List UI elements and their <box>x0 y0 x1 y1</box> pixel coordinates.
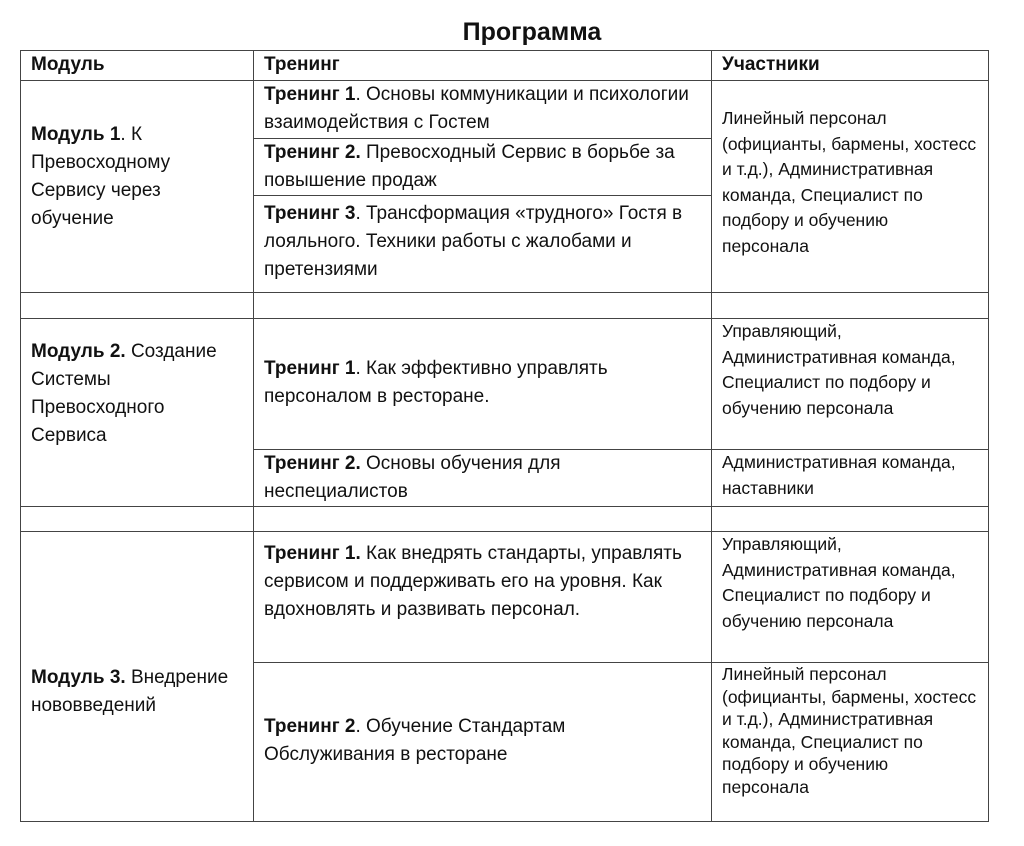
spacer-row <box>21 293 989 319</box>
training-text: Основы обучения для неспециалистов <box>264 453 561 502</box>
empty-cell <box>712 293 989 319</box>
module-3-title: Внедрение нововведений <box>31 666 229 716</box>
module-3-cell <box>21 532 254 822</box>
training-text: Как внедрять стандарты, управлять сервисом и поддерживать его на уровня. Как вдохновлять и развивать персонал. <box>264 543 682 620</box>
training-label: Тренинг 1. <box>264 543 361 564</box>
table-row <box>21 319 989 450</box>
module-1-title: . К Превосходному Сервису через обучение <box>31 123 171 229</box>
training-label: Тренинг 2. <box>264 142 361 163</box>
table-row <box>21 81 989 139</box>
participants-cell: Административная команда, наставники <box>712 450 989 507</box>
training-text: Превосходный Сервис в борьбе за повышение продаж <box>264 142 675 191</box>
training-text: . Трансформация «трудного» Гостя в лояльного. Техники работы с жалобами и претензиями <box>264 203 683 280</box>
page-title: Программа <box>462 18 602 46</box>
participants-cell: Линейный персонал (официанты, бармены, хостесс и т.д.), Административная команда, Специалист по подбору и обучению персонала <box>712 81 989 293</box>
header-row <box>21 51 989 81</box>
module-2-cell <box>21 319 254 507</box>
module-3-label: Модуль 3. <box>31 666 126 688</box>
empty-cell <box>21 507 254 532</box>
empty-cell <box>254 293 712 319</box>
header-training: Тренинг <box>254 51 712 81</box>
module-2-label: Модуль 2. <box>31 340 126 362</box>
module-1-cell <box>21 81 254 293</box>
training-text: . Как эффективно управлять персоналом в ресторане. <box>264 358 608 407</box>
empty-cell <box>254 507 712 532</box>
training-label: Тренинг 1 <box>264 84 356 105</box>
training-text: . Основы коммуникации и психологии взаимодействия с Гостем <box>264 84 689 133</box>
empty-cell <box>712 507 989 532</box>
training-cell <box>254 319 712 450</box>
module-2-title: Создание Системы Превосходного Сервиса <box>31 340 217 446</box>
training-text: . Обучение Стандартам Обслуживания в ресторане <box>264 716 566 765</box>
training-label: Тренинг 2. <box>264 453 361 474</box>
training-cell <box>254 450 712 507</box>
participants-cell: Управляющий, Административная команда, Специалист по подбору и обучению персонала <box>712 319 989 450</box>
program-table <box>20 50 989 822</box>
participants-cell: Управляющий, Административная команда, Специалист по подбору и обучению персонала <box>712 532 989 663</box>
header-participants: Участники <box>712 51 989 81</box>
header-module: Модуль <box>21 51 254 81</box>
training-label: Тренинг 1 <box>264 358 356 379</box>
training-cell <box>254 663 712 822</box>
training-label: Тренинг 3 <box>264 203 356 224</box>
training-label: Тренинг 2 <box>264 716 356 737</box>
training-cell <box>254 139 712 196</box>
training-cell <box>254 532 712 663</box>
table-row <box>21 532 989 663</box>
training-cell <box>254 196 712 293</box>
spacer-row <box>21 507 989 532</box>
training-cell <box>254 81 712 139</box>
module-1-label: Модуль 1 <box>31 123 121 145</box>
participants-cell: Линейный персонал (официанты, бармены, хостесс и т.д.), Административная команда, Специалист по подбору и обучению персонала <box>712 663 989 822</box>
empty-cell <box>21 293 254 319</box>
